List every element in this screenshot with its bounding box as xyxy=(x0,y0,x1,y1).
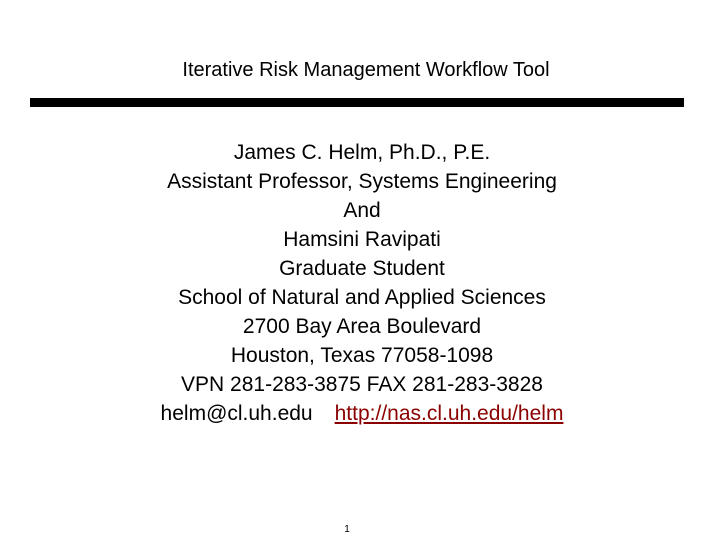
author-title: Assistant Professor, Systems Engineering xyxy=(167,170,557,193)
title-divider xyxy=(30,98,684,107)
homepage-link[interactable]: http://nas.cl.uh.edu/helm xyxy=(334,402,564,425)
conjunction: And xyxy=(343,199,381,222)
coauthor-title: Graduate Student xyxy=(279,257,445,280)
slide-title: Iterative Risk Management Workflow Tool xyxy=(182,59,550,81)
city-state-zip: Houston, Texas 77058-1098 xyxy=(230,344,494,367)
email-address: helm@cl.uh.edu xyxy=(160,402,313,425)
phone-fax: VPN 281-283-3875 FAX 281-283-3828 xyxy=(181,373,543,396)
author-info xyxy=(0,138,720,428)
author-name: James C. Helm, Ph.D., P.E. xyxy=(233,141,491,164)
school-name: School of Natural and Applied Sciences xyxy=(178,286,546,309)
contact-line xyxy=(0,399,720,428)
coauthor-name: Hamsini Ravipati xyxy=(283,228,441,251)
page-number: 1 xyxy=(344,524,350,535)
street-address: 2700 Bay Area Boulevard xyxy=(242,315,482,338)
